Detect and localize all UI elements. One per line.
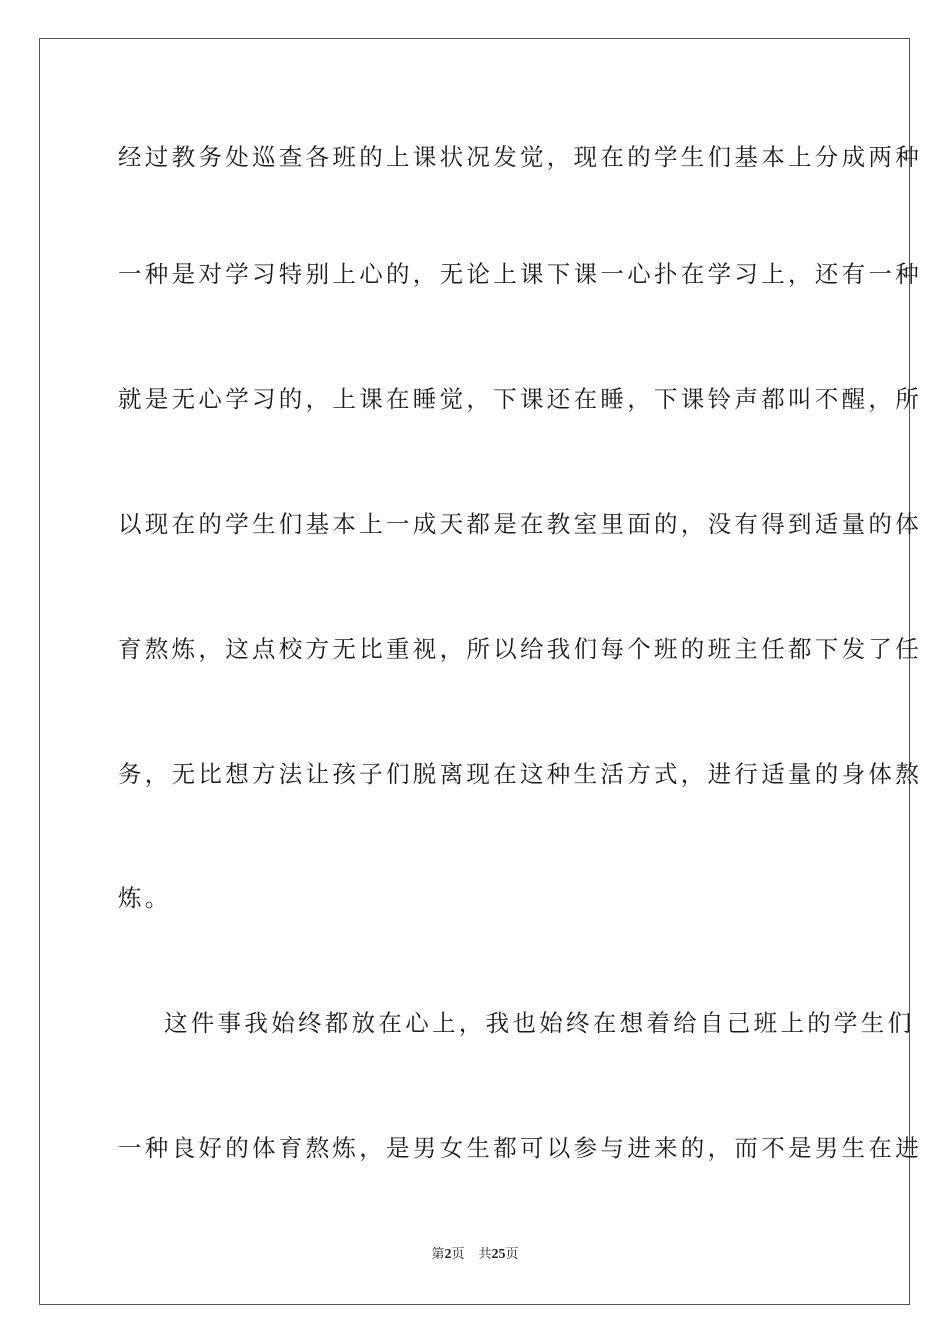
paragraph-first-line: 这件事我始终都放在心上，我也始终在想着给自己班上的学生们: [164, 1009, 915, 1037]
page-prefix: 第: [431, 1247, 445, 1262]
page-number: 2: [444, 1247, 452, 1262]
paragraph-line: 以现在的学生们基本上一成天都是在教室里面的，没有得到适量的体: [118, 510, 922, 538]
total-pages: 25: [491, 1247, 506, 1262]
paragraph-line: 育熬炼，这点校方无比重视，所以给我们每个班的班主任都下发了任: [118, 635, 922, 663]
paragraph-line: 就是无心学习的，上课在睡觉，下课还在睡，下课铃声都叫不醒，所: [118, 385, 922, 413]
paragraph-line: 一种是对学习特别上心的，无论上课下课一心扑在学习上，还有一种: [118, 260, 922, 288]
paragraph-line: 经过教务处巡查各班的上课状况发觉，现在的学生们基本上分成两种: [118, 143, 922, 171]
paragraph-line: 务，无比想方法让孩子们脱离现在这种生活方式，进行适量的身体熬: [118, 760, 922, 788]
total-prefix: 共: [478, 1247, 492, 1262]
page-footer: [0, 1246, 950, 1264]
page-suffix: 页: [451, 1247, 465, 1262]
page-frame: [39, 38, 922, 1305]
total-suffix: 页: [505, 1247, 519, 1262]
paragraph-line: 炼。: [118, 884, 172, 912]
paragraph-line: 一种良好的体育熬炼，是男女生都可以参与进来的，而不是男生在进: [118, 1134, 922, 1162]
